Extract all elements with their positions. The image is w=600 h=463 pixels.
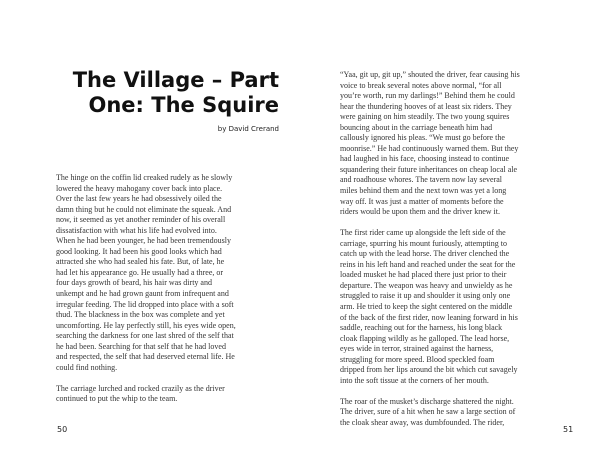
text-line: The carriage lurched and rocked crazily as the driver [56,383,225,393]
text-line: struggling for more speed. Blood speckled foam [340,354,495,364]
text-line: loaded musket he had placed there just prior to their [340,270,507,280]
text-line: irregular feeding. The lid dropped into place with a soft [56,299,234,309]
text-line: were gaining on him steadily. The two young squires [340,112,510,122]
body-paragraph [340,70,565,218]
story-title-line-2: One: The Squire [88,93,279,117]
text-line: cloak flapping wildly as he galloped. The lead horse, [340,333,510,343]
text-line: When he had been younger, he had been tremendously [56,236,231,246]
text-line: “Yaa, git up, git up,” shouted the driver, fear causing his [340,70,520,79]
text-line: arm. He tried to keep the sight centered on the middle [340,301,513,311]
text-line: riders would be upon them and the driver knew it. [340,207,500,217]
text-line: reins in his left hand and reached under the seat for the [340,259,516,269]
text-line: The first rider came up alongside the left side of the [340,228,506,238]
text-line: saddle, reaching out for the harness, his long black [340,323,503,333]
text-line: The hinge on the coffin lid creaked rudely as he slowly [56,173,233,182]
text-line: continued to put the whip to the team. [56,394,178,404]
text-line: way off. It was just a matter of moments before the [340,196,504,206]
text-line: voice to break several notes above normal, “for all [340,80,502,90]
text-line: now, it seemed as yet another reminder of his overall [56,215,226,225]
text-line: into the soft tissue at the corners of her mouth. [340,375,489,385]
body-paragraph [56,173,286,373]
text-line: thud. The blackness in the box was complete and yet [56,310,225,320]
text-line: attracted she who had sealed his fate. But, of late, he [56,257,225,267]
text-line: bouncing about in the carriage beneath him had [340,122,493,132]
text-line: carriage, spurring his mount furiously, attempting to [340,238,508,248]
right-body-text [340,70,565,429]
page-number: 51 [563,425,574,434]
text-line: good looking. It had been his good looks which had [56,246,222,256]
text-line: callously ignored his pleas. “We must go before the [340,133,505,143]
text-line: had laughed in his face, choosing instead to continue [340,154,510,164]
text-line: damn thing but he could not eliminate the squeak. And [56,204,232,214]
text-line: four days growth of beard, his hair was dirty and [56,278,212,288]
text-line: moonrise.” He had continuously warned them. But they [340,143,519,153]
text-line: hear the thundering hooves of at least six riders. They [340,101,512,111]
left-body-text [56,173,286,405]
text-line: The driver, sure of a hit when he saw a large section of [340,407,516,417]
text-line: searching the darkness for one last shred of the self that [56,331,234,341]
text-line: lowered the heavy mahogany cover back into place. [56,183,223,193]
text-line: dissatisfaction with what his life had evolved into. [56,225,217,235]
text-line: departure. The weapon was heavy and unwieldy as he [340,280,513,290]
text-line: and roadhouse whores. The tavern now lay several [340,175,503,185]
text-line: catch up with the lead horse. The driver clenched the [340,249,510,259]
body-paragraph [56,384,286,405]
text-line: uncomforting. He lay perfectly still, his eyes wide open, [56,320,236,330]
story-title [60,68,279,118]
author-byline: by David Crerand [217,125,279,133]
text-line: The roar of the musket’s discharge shattered the night. [340,396,514,406]
body-paragraph [340,228,565,386]
text-line: had let his appearance go. He usually had a three, or [56,267,224,277]
text-line: and respected, the self that had deserved eternal life. He [56,352,235,362]
right-page [300,0,600,463]
text-line: dripped from her lips around the bit which cut savagely [340,365,518,375]
text-line: struggled to raise it up and shoulder it using only one [340,291,511,301]
text-line: miles behind them and the next town was yet a long [340,186,507,196]
text-line: he had been. Searching for that self that he had loved [56,341,226,351]
text-line: eyes wide in terror, strained against the harness, [340,344,494,354]
text-line: squandering their future inheritances on cheap local ale [340,164,518,174]
text-line: unkempt and he had grown gaunt from infrequent and [56,289,229,299]
story-title-line-1: The Village – Part [72,68,279,92]
text-line: of the back of the first rider, now leaning forward in his [340,312,518,322]
body-paragraph [340,397,565,429]
text-line: Over the last few years he had obsessively oiled the [56,194,222,204]
text-line: could find nothing. [56,362,118,372]
page-number: 50 [57,425,68,434]
text-line: the cloak shear away, was dumbfounded. The rider, [340,417,505,427]
text-line: you’re worth, run my darlings!” Behind them he could [340,91,515,101]
